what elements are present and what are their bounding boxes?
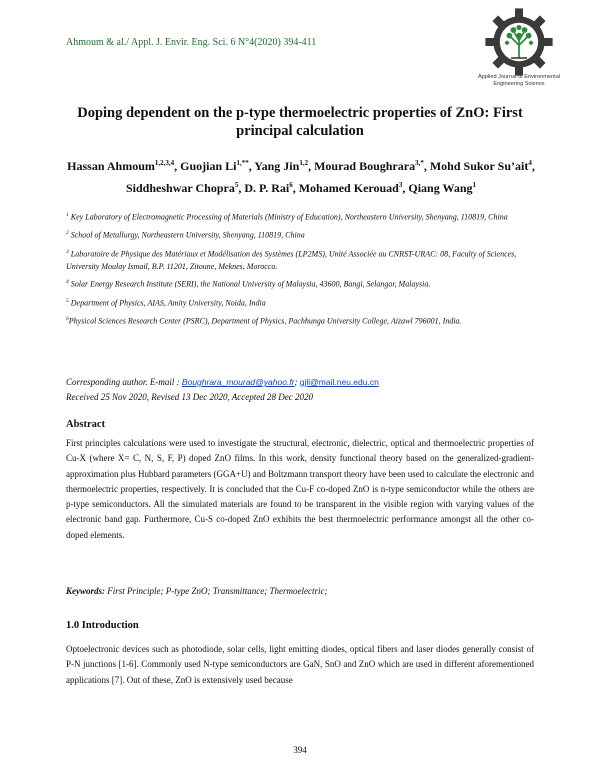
keywords-text: First Principle; P-type ZnO; Transmittance; Thermoelectric;: [105, 586, 328, 596]
affiliation-item: $^1$ Key Laboratory of Electromagnetic Processing of Materials (Ministry of Education), Northeastern University, Shenyang, 110819, China: [66, 212, 508, 222]
author-4: Mourad Boughrara: [314, 159, 416, 173]
author-6: Siddheshwar Chopra: [126, 181, 235, 195]
correspondence-block: [66, 375, 536, 405]
author-9: Qiang Wang: [408, 181, 473, 195]
correspondence-label: Corresponding author. E-mail :: [66, 377, 182, 387]
email-link-2[interactable]: gjli@mail.neu.edu.cn: [299, 377, 379, 387]
author-2-affil: 1,**: [236, 159, 249, 167]
author-9-affil: 1: [472, 181, 476, 189]
email-separator: ;: [294, 377, 300, 387]
abstract-heading: Abstract: [66, 419, 106, 430]
author-3-affil: 1,2: [299, 159, 309, 167]
author-7: D. P. Rai: [244, 181, 290, 195]
paper-title: Doping dependent on the p-type thermoelectric properties of ZnO: First principal calculation: [77, 105, 523, 139]
header-citation: Ahmoum & al./ Appl. J. Envir. Eng. Sci. 6 N°4(2020) 394-411: [66, 37, 317, 48]
affiliation-item: $^5$ Department of Physics, AIAS, Amity University, Noida, India: [66, 297, 266, 308]
affiliation-item: $^2$ School of Metallurgy, Northeastern University, Shenyang, 110819, China: [66, 230, 305, 240]
journal-name-line1: Applied Journal of Environmental: [477, 74, 561, 80]
author-4-affil: 3,*: [415, 159, 424, 167]
affiliation-item: $^6$Physical Sciences Research Center (PSRC), Department of Physics, Pachhunga University College, Aizawl 796001, India.: [66, 315, 462, 326]
affiliation-item: $^4$ Solar Energy Research Institute (SERI), the National University of Malaysia, 43600, Bangi, Selangor, Malaysia.: [66, 279, 431, 289]
introduction-heading: 1.0 Introduction: [66, 620, 139, 631]
author-3: Yang Jin: [254, 159, 300, 173]
author-list: Hassan Ahmoum$^{1,2,3,4}$, Guojian $Li^{1,**}$, Yang Jin$^{1,2}$, Mourad Boughrara$^{3,*}$, Mohd Sukor Su’ait$^4$, Siddheshwar Chopra$^5$, D. P. Rai$^6$, Mohamed Kerouad$^3$, Qiang Wang$^1$: [67, 159, 535, 195]
introduction-text: Optoelectronic devices such as photodiode, solar cells, light emitting diodes, optical fibers and laser diodes generally consist of P-N junctions [1-6]. Commonly used N-type semiconductors are GaN, SnO and ZnO which are used in different aforementioned applications [7]. Out of these, ZnO is extensively used because: [66, 644, 534, 685]
author-8: Mohamed Kerouad: [298, 181, 399, 195]
author-8-affil: 3: [398, 181, 403, 189]
author-6-affil: 5: [234, 181, 239, 189]
journal-name-line2: Engineering Science: [493, 81, 545, 87]
abstract-text: First principles calculations were used to investigate the structural, electronic, dielectric, optical and thermoelectric properties of Cu-X (where X= C, N, S, F, P) doped ZnO films. In this work, density functional theory based on the generalized-gradient-approximation plus Hubbard parameters (GGA+U) and Boltzmann transport theory have been used to calculate the electronic and thermoelectric properties, respectively. It is concluded that the Cu-F co-doped ZnO is n-type semiconductor while the others are p-type semiconductors. All the simulated materials are found to be transparent in the visible region with varying values of the electronic band gap. Furthermore, Cu-S co-doped ZnO exhibits the best thermoelectric performance amongst all the other co-doped elements.: [66, 438, 534, 540]
keywords-line: [66, 586, 534, 596]
correspondence-line: [66, 375, 536, 390]
affiliation-item: $^3$ Laboratoire de Physique des Matériaux et Modélisation des Systèmes (LP2MS), Unité Associée au CNRST-URAC: 08, Faculty of Sciences, University Moulay Ismail, B.P. 11201, Zitoune, Meknes, Morocco.: [66, 248, 517, 271]
journal-logo-icon: [478, 6, 560, 78]
author-2: Guojian Li: [180, 159, 237, 173]
received-dates: Received 25 Nov 2020, Revised 13 Dec 2020, Accepted 28 Dec 2020: [66, 392, 313, 402]
affiliation-list: [66, 209, 532, 331]
author-1: Hassan Ahmoum: [67, 159, 155, 173]
author-5: Mohd Sukor Su’ait: [429, 159, 529, 173]
author-7-affil: 6: [289, 181, 293, 189]
author-1-affil: 1,2,3,4: [154, 159, 175, 167]
author-5-affil: 4: [528, 159, 532, 167]
keywords-label: Keywords:: [66, 586, 105, 596]
page-number: 394: [293, 745, 307, 755]
email-link-1[interactable]: Boughrara_mourad@yahoo.fr: [181, 377, 295, 387]
journal-name: [448, 74, 590, 88]
